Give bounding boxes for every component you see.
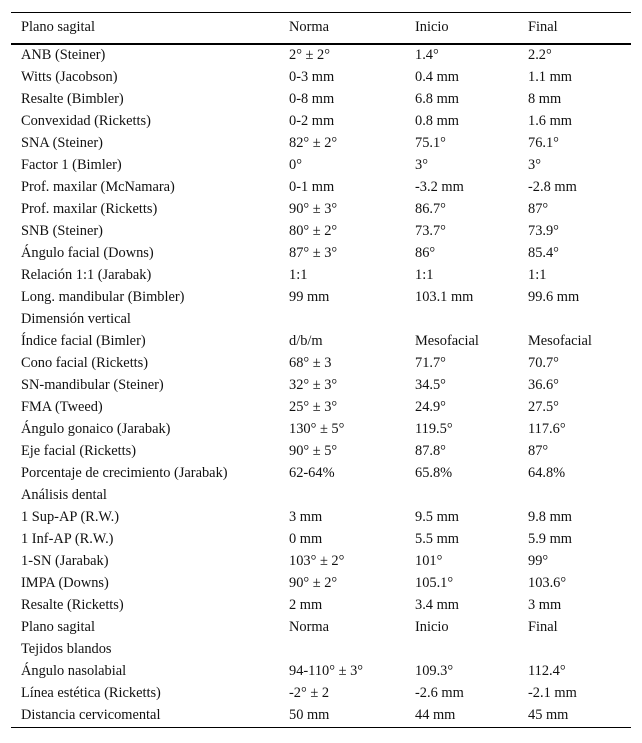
norma-cell: 80° ± 2° — [289, 223, 338, 239]
final-cell: 85.4° — [528, 245, 559, 261]
row-label: Plano sagital — [21, 619, 95, 635]
norma-cell: 87° ± 3° — [289, 245, 338, 261]
table-row — [11, 529, 631, 551]
final-cell: Mesofacial — [528, 333, 592, 349]
row-label: 1-SN (Jarabak) — [21, 553, 109, 569]
norma-cell: 68° ± 3 — [289, 355, 332, 371]
norma-cell: 62-64% — [289, 465, 335, 481]
final-cell: 112.4° — [528, 663, 566, 679]
norma-cell: 0-1 mm — [289, 179, 335, 195]
table-row — [11, 595, 631, 617]
final-cell — [528, 639, 631, 661]
row-label: 1 Inf-AP (R.W.) — [21, 531, 114, 547]
norma-cell: 0° — [289, 157, 302, 173]
norma-cell: 0-8 mm — [289, 91, 335, 107]
final-cell: 73.9° — [528, 223, 559, 239]
row-label: Cono facial (Ricketts) — [21, 355, 149, 371]
inicio-cell: 119.5° — [415, 421, 453, 437]
table-row — [11, 111, 631, 133]
norma-cell: 25° ± 3° — [289, 399, 338, 415]
inicio-cell: Mesofacial — [415, 333, 479, 349]
norma-cell: 0 mm — [289, 531, 323, 547]
final-cell: 9.8 mm — [528, 509, 572, 525]
table-row — [11, 375, 631, 397]
table-row — [11, 507, 631, 529]
norma-cell: d/b/m — [289, 333, 323, 349]
inicio-cell: 1.4° — [415, 47, 439, 63]
final-cell: 1.6 mm — [528, 113, 572, 129]
norma-cell: 1:1 — [289, 267, 308, 283]
table-row — [11, 309, 631, 331]
final-cell — [528, 485, 631, 507]
row-label: Witts (Jacobson) — [21, 69, 118, 85]
header-row — [11, 13, 631, 44]
inicio-cell: 105.1° — [415, 575, 454, 591]
row-label: Relación 1:1 (Jarabak) — [21, 267, 152, 283]
row-label: Resalte (Bimbler) — [21, 91, 124, 107]
table-row — [11, 199, 631, 221]
table-row — [11, 683, 631, 705]
row-label: SNA (Steiner) — [21, 135, 103, 151]
table-row — [11, 177, 631, 199]
row-label: ANB (Steiner) — [21, 47, 106, 63]
inicio-cell: 0.8 mm — [415, 113, 459, 129]
norma-cell — [289, 309, 415, 331]
row-label: Long. mandibular (Bimbler) — [21, 289, 185, 305]
inicio-cell: 44 mm — [415, 707, 456, 724]
row-label: Tejidos blandos — [21, 641, 112, 657]
inicio-cell: 103.1 mm — [415, 289, 474, 305]
inicio-cell: 71.7° — [415, 355, 446, 371]
norma-cell: 90° ± 5° — [289, 443, 338, 459]
row-label: Análisis dental — [21, 487, 107, 503]
final-cell: 8 mm — [528, 91, 562, 107]
final-cell: 27.5° — [528, 399, 559, 415]
table-row — [11, 265, 631, 287]
inicio-cell: 65.8% — [415, 465, 453, 481]
table-row — [11, 243, 631, 265]
final-cell: 3 mm — [528, 597, 562, 613]
norma-cell: 2° ± 2° — [289, 47, 330, 63]
final-cell: 117.6° — [528, 421, 566, 437]
inicio-cell: 3° — [415, 157, 428, 173]
inicio-cell: 0.4 mm — [415, 69, 459, 85]
table-row — [11, 155, 631, 177]
final-cell: Final — [528, 619, 558, 635]
final-cell: 3° — [528, 157, 541, 173]
norma-cell: 3 mm — [289, 509, 323, 525]
row-label: Distancia cervicomental — [21, 707, 161, 724]
table-row — [11, 419, 631, 441]
norma-cell: 82° ± 2° — [289, 135, 338, 151]
table-row — [11, 639, 631, 661]
final-cell: -2.1 mm — [528, 685, 577, 701]
norma-cell: 130° ± 5° — [289, 421, 345, 437]
norma-cell: 50 mm — [289, 707, 330, 724]
row-label: SNB (Steiner) — [21, 223, 103, 239]
inicio-cell — [415, 639, 528, 661]
row-label: Ángulo gonaico (Jarabak) — [21, 421, 171, 437]
final-cell: 1:1 — [528, 267, 547, 283]
row-label: Porcentaje de crecimiento (Jarabak) — [21, 465, 228, 481]
inicio-cell: 34.5° — [415, 377, 446, 393]
row-label: Ángulo nasolabial — [21, 663, 127, 679]
inicio-cell: 6.8 mm — [415, 91, 459, 107]
table-row — [11, 397, 631, 419]
row-label: Dimensión vertical — [21, 311, 131, 327]
inicio-cell: 86° — [415, 245, 436, 261]
table-row — [11, 331, 631, 353]
table-row — [11, 441, 631, 463]
final-cell: 76.1° — [528, 135, 559, 151]
table-row — [11, 463, 631, 485]
inicio-cell: 75.1° — [415, 135, 446, 151]
inicio-cell: 24.9° — [415, 399, 446, 415]
header-norma: Norma — [289, 13, 415, 44]
table-row — [11, 617, 631, 639]
norma-cell: -2° ± 2 — [289, 685, 330, 701]
norma-cell — [289, 639, 415, 661]
norma-cell — [289, 485, 415, 507]
final-cell: 99° — [528, 553, 549, 569]
table-row — [11, 485, 631, 507]
norma-cell: 99 mm — [289, 289, 330, 305]
row-label: Índice facial (Bimler) — [21, 333, 146, 349]
final-cell: 87° — [528, 201, 549, 217]
norma-cell: Norma — [289, 619, 329, 635]
inicio-cell: 101° — [415, 553, 443, 569]
final-cell: 64.8% — [528, 465, 566, 481]
final-cell: 36.6° — [528, 377, 559, 393]
table-row — [11, 44, 631, 67]
norma-cell: 0-2 mm — [289, 113, 335, 129]
final-cell: 70.7° — [528, 355, 559, 371]
table-row — [11, 133, 631, 155]
inicio-cell: 109.3° — [415, 663, 454, 679]
norma-cell: 94-110° ± 3° — [289, 663, 364, 679]
row-label: 1 Sup-AP (R.W.) — [21, 509, 120, 525]
row-label: SN-mandibular (Steiner) — [21, 377, 164, 393]
final-cell: 1.1 mm — [528, 69, 572, 85]
table-row — [11, 287, 631, 309]
row-label: Prof. maxilar (McNamara) — [21, 179, 175, 195]
table-row — [11, 705, 631, 728]
table-row — [11, 551, 631, 573]
inicio-cell — [415, 485, 528, 507]
final-cell: 103.6° — [528, 575, 567, 591]
inicio-cell: 3.4 mm — [415, 597, 459, 613]
inicio-cell: 73.7° — [415, 223, 446, 239]
table-row — [11, 221, 631, 243]
row-label: Factor 1 (Bimler) — [21, 157, 122, 173]
norma-cell: 0-3 mm — [289, 69, 335, 85]
row-label: Ángulo facial (Downs) — [21, 245, 154, 261]
inicio-cell: 87.8° — [415, 443, 446, 459]
header-final: Final — [528, 13, 631, 44]
header-inicio: Inicio — [415, 13, 528, 44]
norma-cell: 90° ± 3° — [289, 201, 338, 217]
norma-cell: 103° ± 2° — [289, 553, 345, 569]
table-header — [11, 13, 631, 44]
final-cell: 99.6 mm — [528, 289, 580, 305]
row-label: Resalte (Ricketts) — [21, 597, 124, 613]
norma-cell: 90° ± 2° — [289, 575, 338, 591]
final-cell: -2.8 mm — [528, 179, 577, 195]
table-row — [11, 661, 631, 683]
table-row — [11, 67, 631, 89]
header-plano-sagital: Plano sagital — [11, 13, 289, 44]
inicio-cell: -3.2 mm — [415, 179, 464, 195]
inicio-cell: 1:1 — [415, 267, 434, 283]
row-label: FMA (Tweed) — [21, 399, 103, 415]
norma-cell: 32° ± 3° — [289, 377, 338, 393]
norma-cell: 2 mm — [289, 597, 323, 613]
final-cell: 2.2° — [528, 47, 552, 63]
table-row — [11, 573, 631, 595]
table-row — [11, 353, 631, 375]
inicio-cell: 9.5 mm — [415, 509, 459, 525]
final-cell: 5.9 mm — [528, 531, 572, 547]
final-cell: 87° — [528, 443, 549, 459]
inicio-cell: Inicio — [415, 619, 449, 635]
table-row — [11, 89, 631, 111]
row-label: Convexidad (Ricketts) — [21, 113, 151, 129]
row-label: Prof. maxilar (Ricketts) — [21, 201, 158, 217]
cephalometric-table — [11, 12, 631, 728]
table-body — [11, 44, 631, 728]
row-label: Línea estética (Ricketts) — [21, 685, 161, 701]
row-label: IMPA (Downs) — [21, 575, 109, 591]
inicio-cell: -2.6 mm — [415, 685, 464, 701]
inicio-cell — [415, 309, 528, 331]
row-label: Eje facial (Ricketts) — [21, 443, 137, 459]
final-cell — [528, 309, 631, 331]
final-cell: 45 mm — [528, 707, 569, 724]
inicio-cell: 86.7° — [415, 201, 446, 217]
inicio-cell: 5.5 mm — [415, 531, 459, 547]
